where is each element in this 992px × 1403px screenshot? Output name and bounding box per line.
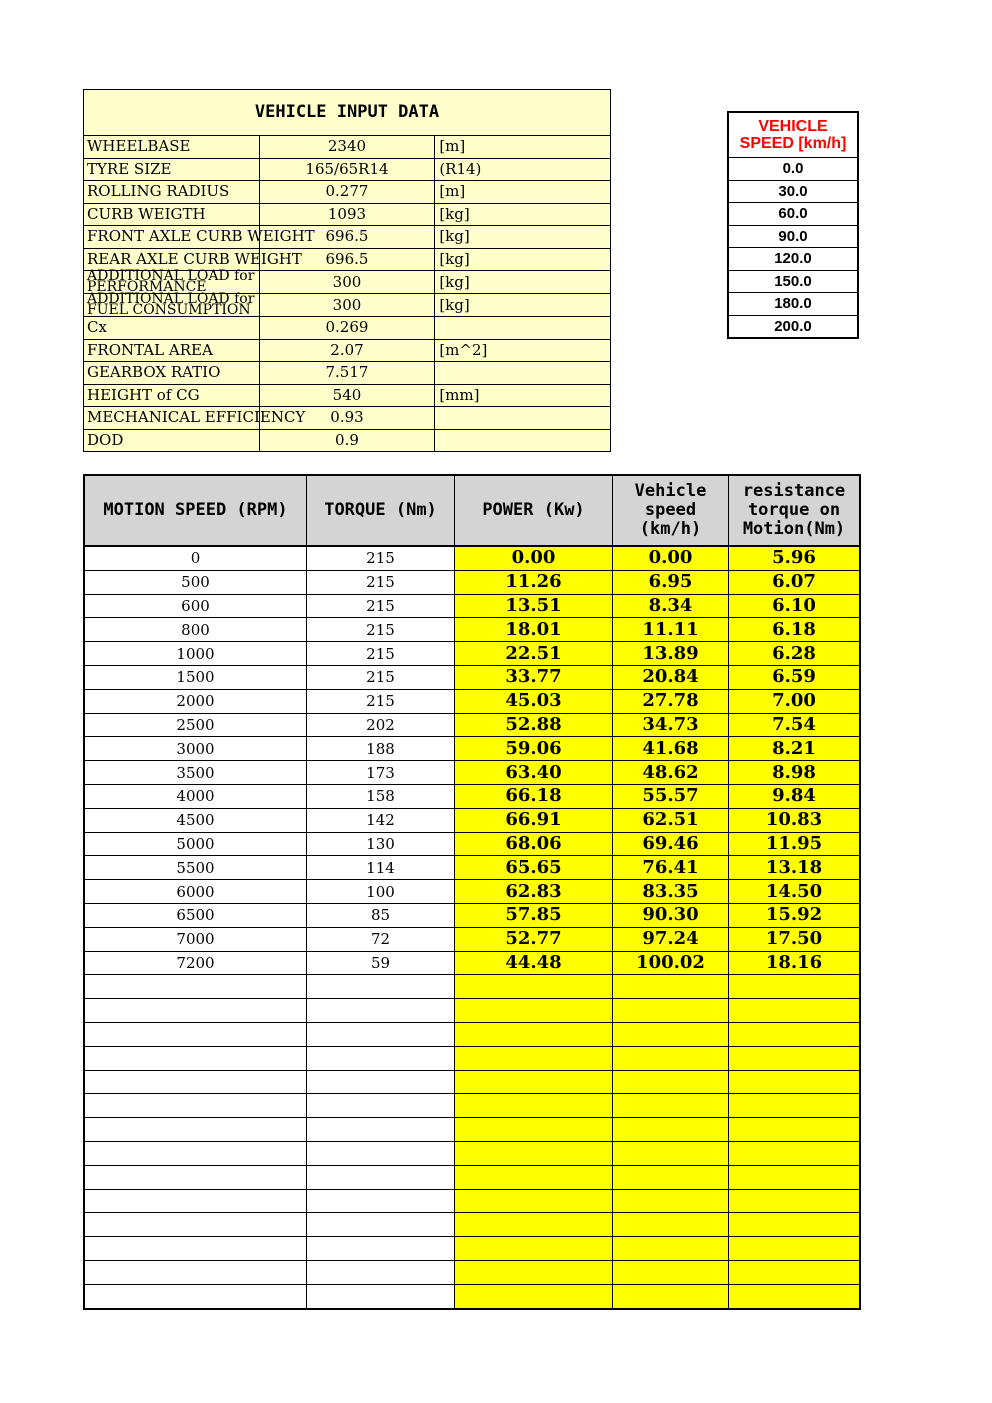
table-row xyxy=(84,1260,860,1284)
cell-torque xyxy=(307,1189,455,1213)
cell-resistance-torque xyxy=(729,1165,861,1189)
table-row xyxy=(84,1189,860,1213)
cell-vehicle-speed xyxy=(613,1094,729,1118)
cell-torque: 59 xyxy=(307,951,455,975)
input-unit: [m] xyxy=(435,136,611,159)
input-row xyxy=(84,226,611,249)
cell-power: 13.51 xyxy=(455,594,613,618)
cell-motion-speed: 1000 xyxy=(84,642,307,666)
vehicle-speed-value: 120.0 xyxy=(728,248,858,271)
cell-vehicle-speed xyxy=(613,1141,729,1165)
cell-vehicle-speed xyxy=(613,1022,729,1046)
input-label: MECHANICAL EFFICIENCY xyxy=(84,407,260,430)
table-row xyxy=(84,642,860,666)
cell-power: 52.77 xyxy=(455,927,613,951)
cell-motion-speed xyxy=(84,1189,307,1213)
input-row xyxy=(84,136,611,159)
cell-vehicle-speed xyxy=(613,1237,729,1261)
cell-power: 0.00 xyxy=(455,546,613,570)
cell-torque: 202 xyxy=(307,713,455,737)
vehicle-speed-value: 30.0 xyxy=(728,180,858,203)
cell-torque: 158 xyxy=(307,784,455,808)
cell-motion-speed: 6500 xyxy=(84,903,307,927)
cell-resistance-torque: 17.50 xyxy=(729,927,861,951)
cell-power: 52.88 xyxy=(455,713,613,737)
cell-motion-speed: 1500 xyxy=(84,665,307,689)
cell-resistance-torque xyxy=(729,1094,861,1118)
input-value: 165/65R14 xyxy=(259,158,435,181)
input-label: CURB WEIGTH xyxy=(84,203,260,226)
cell-resistance-torque: 9.84 xyxy=(729,784,861,808)
vehicle-speed-header: VEHICLE SPEED [km/h] xyxy=(728,112,858,158)
input-label: ADDITIONAL LOAD for FUEL CONSUMPTION xyxy=(84,294,260,317)
input-value: 0.9 xyxy=(259,429,435,452)
cell-motion-speed xyxy=(84,1284,307,1308)
cell-resistance-torque: 6.28 xyxy=(729,642,861,666)
table-row xyxy=(84,665,860,689)
cell-torque xyxy=(307,1118,455,1142)
table-row xyxy=(84,1022,860,1046)
cell-power: 33.77 xyxy=(455,665,613,689)
vehicle-speed-value: 60.0 xyxy=(728,203,858,226)
input-unit: [kg] xyxy=(435,271,611,294)
cell-torque xyxy=(307,1094,455,1118)
input-value: 7.517 xyxy=(259,362,435,385)
vehicle-input-table xyxy=(83,89,611,452)
header-motion-speed: MOTION SPEED (RPM) xyxy=(84,475,307,546)
input-row xyxy=(84,339,611,362)
cell-power xyxy=(455,1165,613,1189)
cell-motion-speed: 7000 xyxy=(84,927,307,951)
cell-resistance-torque: 14.50 xyxy=(729,880,861,904)
cell-power xyxy=(455,999,613,1023)
input-unit xyxy=(435,362,611,385)
table-row xyxy=(84,713,860,737)
cell-resistance-torque: 7.00 xyxy=(729,689,861,713)
table-row xyxy=(84,808,860,832)
cell-torque xyxy=(307,1141,455,1165)
cell-vehicle-speed: 41.68 xyxy=(613,737,729,761)
input-row xyxy=(84,407,611,430)
cell-motion-speed xyxy=(84,1022,307,1046)
header-resistance-torque: resistance torque on Motion(Nm) xyxy=(729,475,861,546)
cell-motion-speed xyxy=(84,1070,307,1094)
cell-vehicle-speed: 27.78 xyxy=(613,689,729,713)
input-label: GEARBOX RATIO xyxy=(84,362,260,385)
input-unit xyxy=(435,429,611,452)
cell-power: 18.01 xyxy=(455,618,613,642)
cell-resistance-torque xyxy=(729,1213,861,1237)
cell-torque: 130 xyxy=(307,832,455,856)
cell-torque: 188 xyxy=(307,737,455,761)
input-row xyxy=(84,429,611,452)
cell-resistance-torque xyxy=(729,1118,861,1142)
cell-torque: 215 xyxy=(307,618,455,642)
cell-resistance-torque xyxy=(729,1070,861,1094)
cell-vehicle-speed xyxy=(613,1213,729,1237)
cell-motion-speed: 4000 xyxy=(84,784,307,808)
cell-vehicle-speed xyxy=(613,975,729,999)
cell-vehicle-speed: 62.51 xyxy=(613,808,729,832)
cell-vehicle-speed: 97.24 xyxy=(613,927,729,951)
vehicle-speed-value: 180.0 xyxy=(728,293,858,316)
input-unit: (R14) xyxy=(435,158,611,181)
table-row xyxy=(84,1213,860,1237)
table-row xyxy=(84,594,860,618)
input-value: 300 xyxy=(259,271,435,294)
header-power: POWER (Kw) xyxy=(455,475,613,546)
table-row xyxy=(84,927,860,951)
cell-power xyxy=(455,1118,613,1142)
vehicle-speed-value: 150.0 xyxy=(728,270,858,293)
cell-motion-speed xyxy=(84,999,307,1023)
input-row xyxy=(84,158,611,181)
cell-torque xyxy=(307,1070,455,1094)
cell-motion-speed: 4500 xyxy=(84,808,307,832)
vehicle-speed-table xyxy=(727,111,859,339)
input-value: 2340 xyxy=(259,136,435,159)
cell-motion-speed xyxy=(84,1213,307,1237)
input-value: 696.5 xyxy=(259,248,435,271)
input-unit: [m^2] xyxy=(435,339,611,362)
input-value: 696.5 xyxy=(259,226,435,249)
input-value: 0.93 xyxy=(259,407,435,430)
cell-power: 59.06 xyxy=(455,737,613,761)
cell-power xyxy=(455,1070,613,1094)
input-label: HEIGHT of CG xyxy=(84,384,260,407)
table-row xyxy=(84,546,860,570)
table-row xyxy=(84,999,860,1023)
input-unit: [kg] xyxy=(435,294,611,317)
cell-motion-speed: 6000 xyxy=(84,880,307,904)
input-table-title: VEHICLE INPUT DATA xyxy=(84,90,611,136)
cell-power: 57.85 xyxy=(455,903,613,927)
input-label: TYRE SIZE xyxy=(84,158,260,181)
cell-vehicle-speed: 0.00 xyxy=(613,546,729,570)
cell-torque xyxy=(307,999,455,1023)
input-unit: [m] xyxy=(435,181,611,204)
cell-motion-speed: 7200 xyxy=(84,951,307,975)
cell-motion-speed xyxy=(84,1118,307,1142)
table-row xyxy=(84,951,860,975)
cell-vehicle-speed: 34.73 xyxy=(613,713,729,737)
cell-motion-speed: 5500 xyxy=(84,856,307,880)
cell-torque: 114 xyxy=(307,856,455,880)
cell-torque xyxy=(307,1260,455,1284)
input-unit: [kg] xyxy=(435,226,611,249)
cell-resistance-torque: 6.18 xyxy=(729,618,861,642)
cell-vehicle-speed: 76.41 xyxy=(613,856,729,880)
table-row xyxy=(84,570,860,594)
vehicle-speed-value: 0.0 xyxy=(728,158,858,181)
cell-vehicle-speed: 11.11 xyxy=(613,618,729,642)
cell-vehicle-speed xyxy=(613,1284,729,1308)
cell-torque: 215 xyxy=(307,594,455,618)
cell-power xyxy=(455,1189,613,1213)
input-label: FRONTAL AREA xyxy=(84,339,260,362)
table-row xyxy=(84,1094,860,1118)
cell-torque xyxy=(307,1284,455,1308)
cell-resistance-torque: 13.18 xyxy=(729,856,861,880)
cell-power: 63.40 xyxy=(455,761,613,785)
motion-header-row xyxy=(84,475,860,546)
table-row xyxy=(84,737,860,761)
cell-torque: 100 xyxy=(307,880,455,904)
cell-resistance-torque xyxy=(729,1189,861,1213)
cell-torque: 215 xyxy=(307,665,455,689)
cell-vehicle-speed: 48.62 xyxy=(613,761,729,785)
table-row xyxy=(84,1165,860,1189)
input-unit: [mm] xyxy=(435,384,611,407)
cell-power: 68.06 xyxy=(455,832,613,856)
cell-motion-speed xyxy=(84,1046,307,1070)
cell-torque xyxy=(307,975,455,999)
cell-vehicle-speed: 90.30 xyxy=(613,903,729,927)
cell-resistance-torque xyxy=(729,1237,861,1261)
input-label: WHEELBASE xyxy=(84,136,260,159)
cell-power xyxy=(455,1284,613,1308)
input-row xyxy=(84,181,611,204)
cell-vehicle-speed xyxy=(613,1260,729,1284)
table-row xyxy=(84,1118,860,1142)
table-row xyxy=(84,784,860,808)
cell-torque: 72 xyxy=(307,927,455,951)
cell-motion-speed: 5000 xyxy=(84,832,307,856)
cell-resistance-torque xyxy=(729,1260,861,1284)
cell-vehicle-speed: 13.89 xyxy=(613,642,729,666)
cell-vehicle-speed: 83.35 xyxy=(613,880,729,904)
cell-vehicle-speed xyxy=(613,999,729,1023)
cell-vehicle-speed: 20.84 xyxy=(613,665,729,689)
input-unit: [kg] xyxy=(435,203,611,226)
cell-power: 45.03 xyxy=(455,689,613,713)
cell-torque xyxy=(307,1046,455,1070)
cell-resistance-torque: 15.92 xyxy=(729,903,861,927)
cell-motion-speed xyxy=(84,1237,307,1261)
cell-resistance-torque: 7.54 xyxy=(729,713,861,737)
table-row xyxy=(84,1284,860,1308)
input-label: FRONT AXLE CURB WEIGHT xyxy=(84,226,260,249)
cell-vehicle-speed xyxy=(613,1046,729,1070)
input-unit xyxy=(435,407,611,430)
input-label: ROLLING RADIUS xyxy=(84,181,260,204)
vehicle-speed-value: 200.0 xyxy=(728,315,858,338)
cell-resistance-torque: 8.21 xyxy=(729,737,861,761)
table-row xyxy=(84,903,860,927)
cell-motion-speed xyxy=(84,1094,307,1118)
cell-resistance-torque xyxy=(729,999,861,1023)
input-row xyxy=(84,362,611,385)
input-value: 1093 xyxy=(259,203,435,226)
input-value: 0.269 xyxy=(259,317,435,340)
cell-power xyxy=(455,1213,613,1237)
cell-vehicle-speed xyxy=(613,1070,729,1094)
header-vehicle-speed: Vehicle speed (km/h) xyxy=(613,475,729,546)
cell-motion-speed: 2000 xyxy=(84,689,307,713)
input-label: DOD xyxy=(84,429,260,452)
cell-vehicle-speed: 55.57 xyxy=(613,784,729,808)
cell-motion-speed: 2500 xyxy=(84,713,307,737)
cell-motion-speed: 500 xyxy=(84,570,307,594)
input-unit: [kg] xyxy=(435,248,611,271)
input-row xyxy=(84,384,611,407)
cell-resistance-torque xyxy=(729,1022,861,1046)
cell-vehicle-speed xyxy=(613,1189,729,1213)
table-row xyxy=(84,1237,860,1261)
cell-vehicle-speed: 100.02 xyxy=(613,951,729,975)
cell-resistance-torque xyxy=(729,1046,861,1070)
cell-power xyxy=(455,1237,613,1261)
input-unit xyxy=(435,317,611,340)
cell-motion-speed: 3000 xyxy=(84,737,307,761)
cell-torque xyxy=(307,1237,455,1261)
cell-torque: 215 xyxy=(307,689,455,713)
cell-resistance-torque xyxy=(729,975,861,999)
input-row xyxy=(84,294,611,317)
table-row xyxy=(84,880,860,904)
input-value: 300 xyxy=(259,294,435,317)
cell-resistance-torque: 10.83 xyxy=(729,808,861,832)
cell-torque: 142 xyxy=(307,808,455,832)
cell-motion-speed: 600 xyxy=(84,594,307,618)
cell-motion-speed xyxy=(84,975,307,999)
cell-resistance-torque: 5.96 xyxy=(729,546,861,570)
cell-power: 44.48 xyxy=(455,951,613,975)
table-row xyxy=(84,1070,860,1094)
cell-motion-speed: 3500 xyxy=(84,761,307,785)
cell-power: 62.83 xyxy=(455,880,613,904)
cell-power xyxy=(455,1046,613,1070)
cell-resistance-torque: 8.98 xyxy=(729,761,861,785)
cell-power xyxy=(455,1094,613,1118)
input-value: 2.07 xyxy=(259,339,435,362)
cell-vehicle-speed xyxy=(613,1165,729,1189)
input-label: ADDITIONAL LOAD for PERFORMANCE xyxy=(84,271,260,294)
cell-power: 66.18 xyxy=(455,784,613,808)
table-row xyxy=(84,856,860,880)
cell-torque: 215 xyxy=(307,546,455,570)
cell-vehicle-speed: 69.46 xyxy=(613,832,729,856)
input-value: 540 xyxy=(259,384,435,407)
cell-torque: 215 xyxy=(307,570,455,594)
cell-motion-speed xyxy=(84,1141,307,1165)
input-row xyxy=(84,203,611,226)
cell-power: 22.51 xyxy=(455,642,613,666)
cell-resistance-torque xyxy=(729,1141,861,1165)
cell-torque xyxy=(307,1022,455,1046)
input-label: Cx xyxy=(84,317,260,340)
cell-vehicle-speed: 6.95 xyxy=(613,570,729,594)
cell-motion-speed xyxy=(84,1260,307,1284)
cell-power xyxy=(455,1141,613,1165)
motion-table xyxy=(83,474,861,1310)
cell-power: 65.65 xyxy=(455,856,613,880)
table-row xyxy=(84,618,860,642)
cell-resistance-torque: 11.95 xyxy=(729,832,861,856)
cell-resistance-torque xyxy=(729,1284,861,1308)
cell-resistance-torque: 18.16 xyxy=(729,951,861,975)
cell-torque xyxy=(307,1165,455,1189)
cell-resistance-torque: 6.07 xyxy=(729,570,861,594)
cell-power: 11.26 xyxy=(455,570,613,594)
cell-motion-speed xyxy=(84,1165,307,1189)
table-row xyxy=(84,689,860,713)
cell-torque: 215 xyxy=(307,642,455,666)
cell-torque: 173 xyxy=(307,761,455,785)
cell-resistance-torque: 6.10 xyxy=(729,594,861,618)
cell-torque: 85 xyxy=(307,903,455,927)
cell-motion-speed: 0 xyxy=(84,546,307,570)
cell-power xyxy=(455,1022,613,1046)
cell-motion-speed: 800 xyxy=(84,618,307,642)
table-row xyxy=(84,761,860,785)
cell-torque xyxy=(307,1213,455,1237)
cell-resistance-torque: 6.59 xyxy=(729,665,861,689)
input-value: 0.277 xyxy=(259,181,435,204)
table-row xyxy=(84,975,860,999)
table-row xyxy=(84,1141,860,1165)
vehicle-speed-value: 90.0 xyxy=(728,225,858,248)
input-label: REAR AXLE CURB WEIGHT xyxy=(84,248,260,271)
cell-power: 66.91 xyxy=(455,808,613,832)
cell-power xyxy=(455,975,613,999)
table-row xyxy=(84,1046,860,1070)
header-torque: TORQUE (Nm) xyxy=(307,475,455,546)
table-row xyxy=(84,832,860,856)
cell-vehicle-speed xyxy=(613,1118,729,1142)
cell-power xyxy=(455,1260,613,1284)
input-row xyxy=(84,317,611,340)
cell-vehicle-speed: 8.34 xyxy=(613,594,729,618)
